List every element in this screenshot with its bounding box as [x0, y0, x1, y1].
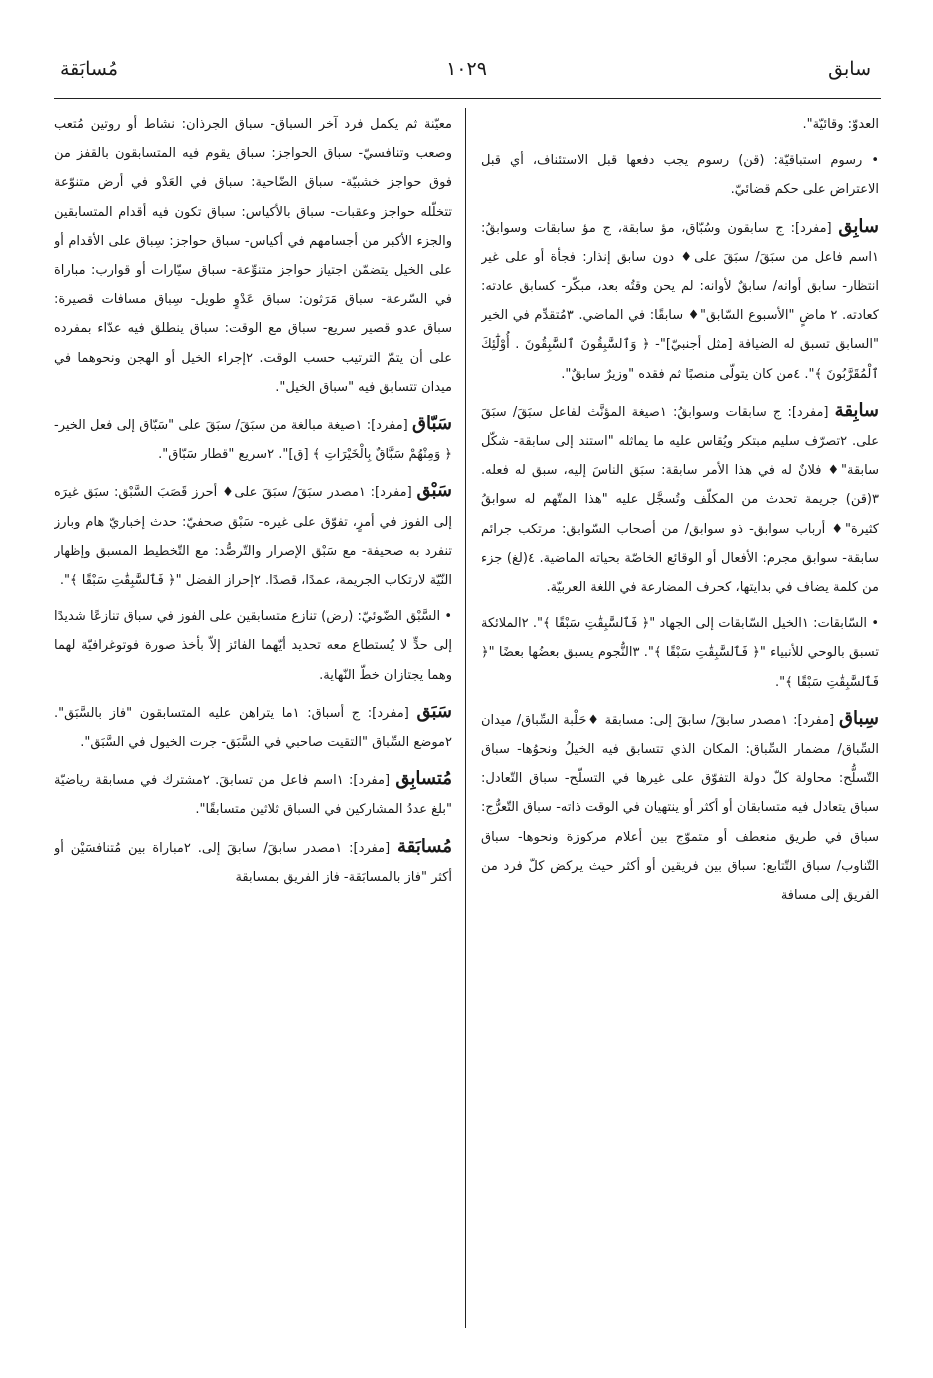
- headword: مُسابَقة: [397, 835, 452, 857]
- left-guide-word: مُسابَقة: [60, 58, 119, 80]
- subentry: • السّابقات: ١الخيل السّابقات إلى الجهاد "﴿ فَٱلسَّٰبِقَٰتِ سَبْقًا ﴾". ٢الملائكة تسبق بالوحي للأنبياء "﴿ فَٱلسَّٰبِقَٰتِ سَبْقًا ﴾". ٣النُّجوم يسبق بعضُها بعضًا "﴿ فَٱلسَّٰبِقَٰتِ سَبْقًا ﴾".: [481, 616, 879, 690]
- headword: سَبْق: [416, 480, 452, 502]
- part-of-speech: [مفرد]:: [366, 418, 408, 434]
- dictionary-entry: [481, 212, 879, 389]
- definition: ج سابقات وسوابقُ: ١صيغة المؤنَّث لفاعل سبَقَ/ سبَقَ على. ٢تصرّف سليم مبتكر ويُقاس عليه ما يماثله "استند إلى سابقة- شكّل سابقة"♦ فلانٌ له في هذا الأمر سابقة: سبَق الناسَ إليه، سبق له فعله. ٣(قن) جريمة تحدث من المكلّف وتُسجَّل عليه "هذا المتّهم له سوابقُ كثيرة"♦ أرباب سوابق- ذو سوابق/ من أصحاب السّوابق: مرتكب جرائم سابقة- سوابق مجرم: الأفعال أو الوقائع الخاصّة بحياته الماضية. ٤(لغ) جزء من كلمة يضاف في بدايتها، كحرف المضارعة في اللغة العربيّة.: [481, 404, 879, 596]
- headword: سَبَق: [416, 700, 452, 722]
- headword: سابِقة: [834, 399, 879, 421]
- definition: ١مصدر سابقَ/ سابقَ إلى. ٢مباراة بين مُتنافسَيْن أو أكثر "فاز بالمسابَقة- فاز الفريق بمسابقة: [54, 840, 452, 885]
- subentry: • السَّبْق الضّوئيّ: (رض) تنازع متسابقين على الفوز في سباق تنازعًا شديدًا إلى حدٍّ لا يُستطاع معه تحديد أيّهما الفائز إلاّ بأخذ صورة فوتوغرافيّة لهما وهما يجتازان خطّ النّهاية.: [54, 609, 452, 683]
- right-column: [481, 110, 879, 1325]
- entry-continuation: العدوّ: وقائيّة".: [802, 117, 879, 132]
- definition: ج أسباق: ١ما يتراهن عليه المتسابقون "فاز بالسَّبَق". ٢موضع السِّباق "التقيت صاحبي في السَّبَق- جرت الخيول في السَّبَق".: [54, 705, 452, 751]
- headword: مُتسابِق: [395, 768, 452, 790]
- definition: ج سابقون وسُبّاق، مؤ سابقة، ج مؤ سابقات وسوابقُ: ١اسم فاعل من سبَقَ/ سبَقَ على♦ دون سابق إنذار: فجأة أو على غير انتظار- سابق أوانه/ سابقٌ لأوانه: لم يحن وقتُه بعد، مبكّر- كسابق عادته: كعادته. ٢ ماضٍ "الأسبوع السّابق"♦ سابقًا: في الماضي. ٣مُتقدِّم في الخير "السابق تسبق له الضيافة [مثل أجنبيّ]"- ﴿ وَٱلسَّٰبِقُونَ ٱلسَّٰبِقُونَ . أُوْلَٰٓئِكَ ٱلْمُقَرَّبُونَ ﴾". ٤من كان يتولّى منصبًا ثم فقده "وزيرٌ سابقٌ".: [481, 220, 879, 382]
- part-of-speech: [مفرد]:: [793, 712, 835, 728]
- entry-continuation: معيّنة ثم يكمل فرد آخر السباق- سباق الجرذان: نشاط أو روتين مُتعب وصعب وتنافسيّ- سباق الحواجز: سباق يقوم فيه المتسابقون بالقفز من فوق حواجز خشبيّة- سباق الضّاحية: سباق في العَدْو في أرض متنوّعة تتخلّله حواجز وعقبات- سباق بالأكياس: سباق تكون فيه أقدام المتسابقين والجزء الأكبر من أجسامهم في أكياس- سباق حواجز: سِباق على الأقدام أو على الخيل يتضمّن اجتياز حواجز متنوِّعة- سباق سيّارات أو قوارب: مباراة في السّرعة- سباق مَرَثون: سباق عَدْوٍ طويل- سِباق مسافات قصيرة: سباق عدو قصير سريع- سباق مع الوقت: سباق ينطلق فيه عدّاء بمفرده على أن يتمّ الترتيب حسب الوقت. ٢إجراء الخيل أو الهجن ونحوهما في ميدان تتسابق فيه "سباق الخيل".: [54, 117, 452, 395]
- definition: ١مصدر سابقَ/ سابقَ إلى: مسابقة ♦حَلْبة السِّباق/ ميدان السِّباق/ مضمار السِّباق: المكان الذي تتسابق فيه الخيلُ ونحوُها- سباق التّسلُّح: محاولة كلّ دولة التفوّق على غيرها في التسلّح- سباق التّعادل: سباق يتعادل فيه متسابقان أو أكثر أو ينتهيان في الوقت ذاته- سباق التّعرُّج: سباق في طريق منعطف أو متموّج بين أعلام مركوزة ونحوها- سباق التّناوب/ سباق التّتابع: سباق بين فريقين أو أكثر حيث يركض كلّ فرد من الفريق إلى مسافة: [481, 712, 879, 904]
- dictionary-entry: [481, 396, 879, 602]
- dictionary-entry: [54, 697, 452, 757]
- headword: سَبّاق: [412, 413, 452, 435]
- headword: سابِق: [838, 215, 879, 237]
- part-of-speech: [مفرد]:: [370, 485, 412, 501]
- dictionary-entry: [54, 832, 452, 892]
- part-of-speech: [مفرد]:: [349, 840, 391, 856]
- part-of-speech: [مفرد]:: [790, 220, 832, 236]
- part-of-speech: [مفرد]:: [367, 705, 409, 721]
- headword: سِباق: [839, 707, 879, 729]
- page-number: ١٠٢٩: [446, 58, 487, 80]
- header-rule: [54, 98, 881, 99]
- part-of-speech: [مفرد]:: [349, 773, 391, 789]
- dictionary-entry: [54, 764, 452, 824]
- definition: ١اسم فاعل من تسابقَ. ٢مشترك في مسابقة رياضيّة "بلغ عددُ المشاركين في السباق ثلاثين متسابقًا".: [54, 773, 452, 818]
- column-divider: [465, 108, 466, 1328]
- definition: ١مصدر سبَقَ/ سبَقَ على♦ أحرز قَصَبَ السَّبْق: سبَق غيرَه إلى الفوز في أمرٍ، تفوّق على غيره- سَبْق صحفيّ: حدث إخباريّ هام وبارز تنفرد به صحيفة- مع سَبْق الإصرار والتّرصُّد: مع التّخطيط المسبق وإظهار النّيّة لارتكاب الجريمة، عمدًا، قصدًا. ٢إحراز الفضل "﴿ فَٱلسَّٰبِقَٰتِ سَبْقًا ﴾".: [54, 485, 452, 589]
- page-header: [56, 52, 877, 92]
- left-column: [54, 110, 452, 1325]
- definition: ١صيغة مبالغة من سبَقَ/ سبَقَ على "سَبّاق إلى فعل الخير- ﴿ وَمِنْهُمْ سَبَّاقٌ بِالْخَيْرَاتِ ﴾ [ق]". ٢سريع "قطار سَبّاق".: [54, 418, 452, 463]
- subentry: • رسوم استباقيّة: (قن) رسوم يجب دفعها قبل الاستئناف، أي قبل الاعتراض على حكم قضائيّ.: [481, 153, 879, 198]
- dictionary-entry: [54, 476, 452, 595]
- right-guide-word: سابق: [828, 58, 871, 80]
- part-of-speech: [مفرد]:: [787, 404, 829, 420]
- dictionary-entry: [481, 704, 879, 910]
- dictionary-entry: [54, 409, 452, 469]
